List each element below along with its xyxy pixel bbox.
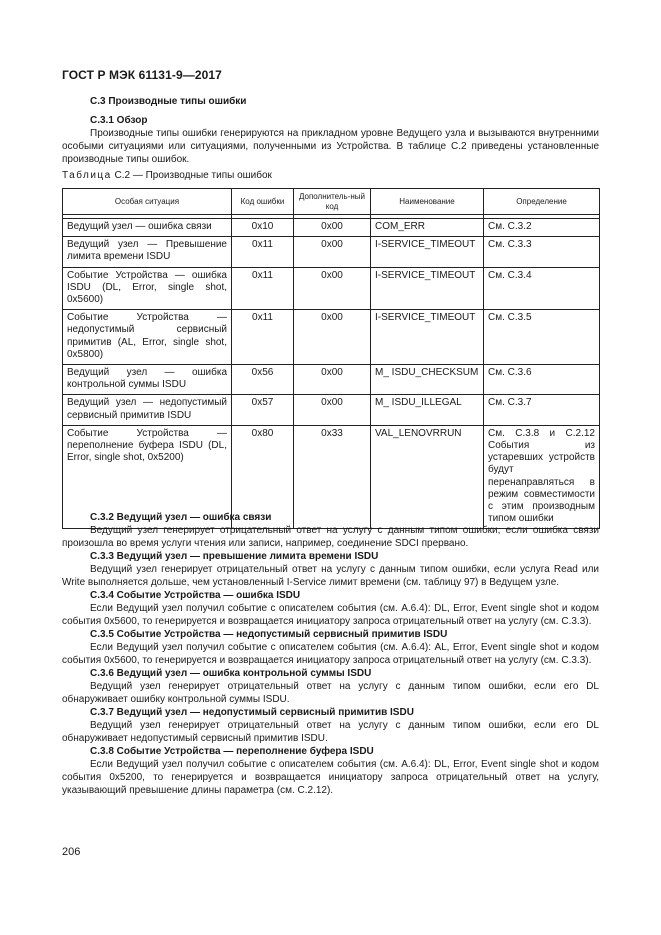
header-definition: Определение: [484, 189, 600, 215]
subsection-text: Ведущий узел генерирует отрицательный ответ на услугу с данным типом ошибки, если его DL обнаруживает недопустимый сервисный примитив ISDU.: [62, 720, 599, 744]
cell-situation: Событие Устройства — недопустимый сервисный примитив (AL, Error, single shot, 0x5800): [63, 310, 232, 365]
cell-situation: Ведущий узел — недопустимый сервисный примитив ISDU: [63, 395, 232, 425]
error-types-table: [62, 188, 600, 529]
cell-name: VAL_LENOVRRUN: [371, 425, 484, 529]
cell-name: I-SERVICE_TIMEOUT: [371, 267, 484, 310]
table-header-row: [63, 189, 600, 215]
header-situation: Особая ситуация: [63, 189, 232, 215]
table-row: [63, 395, 600, 425]
cell-additional: 0x00: [294, 365, 371, 395]
table-row: [63, 237, 600, 267]
cell-code: 0x10: [232, 219, 294, 237]
cell-additional: 0x00: [294, 310, 371, 365]
cell-additional: 0x33: [294, 425, 371, 529]
subsections: [62, 511, 599, 797]
cell-code: 0x11: [232, 310, 294, 365]
table-caption: [62, 170, 272, 181]
cell-definition: См. С.3.7: [484, 395, 600, 425]
subsection-title: С.3.3 Ведущий узел — превышение лимита времени ISDU: [90, 551, 379, 562]
subsection-text: Если Ведущий узел получил событие с описателем события (см. А.6.4): AL, Error, Event single shot и кодом события 0x5600, то генерируется и возвращается инициатору запроса отрицательный ответ на услугу (см. С.3.3).: [62, 642, 599, 666]
subsection-text: Ведущий узел генерирует отрицательный ответ на услугу с данным типом ошибки, если ошибка связи произошла во время услуги чтения или записи, например, соединение SDCI прервано.: [62, 525, 599, 549]
cell-name: I-SERVICE_TIMEOUT: [371, 237, 484, 267]
subsection-text: Если Ведущий узел получил событие с описателем события (см. А.6.4): DL, Error, Event single shot и кодом события 0x5600, то генерируется и возвращается инициатору запроса отрицательный ответ на услугу (см. С.3.3).: [62, 603, 599, 627]
cell-situation: Событие Устройства — ошибка ISDU (DL, Error, single shot, 0x5600): [63, 267, 232, 310]
subsection-title: С.3.8 Событие Устройства — переполнение буфера ISDU: [90, 746, 374, 757]
cell-code: 0x57: [232, 395, 294, 425]
cell-additional: 0x00: [294, 395, 371, 425]
cell-name: COM_ERR: [371, 219, 484, 237]
cell-definition: См. С.3.2: [484, 219, 600, 237]
cell-situation: Ведущий узел — ошибка контрольной суммы ISDU: [63, 365, 232, 395]
table-row: [63, 219, 600, 237]
cell-name: I-SERVICE_TIMEOUT: [371, 310, 484, 365]
cell-code: 0x11: [232, 237, 294, 267]
table-row: [63, 310, 600, 365]
section-intro: [62, 95, 599, 166]
cell-name: M_ ISDU_ILLEGAL: [371, 395, 484, 425]
table-caption-prefix: Таблица: [62, 170, 112, 181]
overview-text: Производные типы ошибки генерируются на прикладном уровне Ведущего узла и вызываются внутренними особыми ситуациями или ситуациями, полученными из Устройства. В таблице С.2 приведены установленные производные типы ошибок.: [62, 128, 599, 165]
subsection-text: Ведущий узел генерирует отрицательный ответ на услугу с данным типом ошибки, если услуга Read или Write выполняется дольше, чем установленный I-Service лимит времени (см. таблицу 97) в Ведущем узле.: [62, 564, 599, 588]
cell-definition: См. С.3.3: [484, 237, 600, 267]
overview-title: С.3.1 Обзор: [90, 115, 148, 126]
cell-situation: Ведущий узел — ошибка связи: [63, 219, 232, 237]
subsection-title: С.3.2 Ведущий узел — ошибка связи: [90, 512, 272, 523]
cell-additional: 0x00: [294, 237, 371, 267]
header-code: Код ошибки: [232, 189, 294, 215]
table-row: [63, 267, 600, 310]
cell-definition: См. С.3.4: [484, 267, 600, 310]
cell-definition: См. С.3.8 и С.2.12 События из устаревших устройств будут перенаправляться в режим совместимости с этим производным типом ошибки: [484, 425, 600, 529]
header-name: Наименование: [371, 189, 484, 215]
page-number: 206: [62, 846, 81, 858]
subsection-text: Ведущий узел генерирует отрицательный ответ на услугу с данным типом ошибки, если его DL обнаруживает ошибку контрольной суммы ISDU.: [62, 681, 599, 705]
header-additional: Дополнитель-ный код: [294, 189, 371, 215]
subsection-title: С.3.4 Событие Устройства — ошибка ISDU: [90, 590, 301, 601]
section-title: С.3 Производные типы ошибки: [90, 96, 247, 107]
subsection-title: С.3.7 Ведущий узел — недопустимый сервисный примитив ISDU: [90, 707, 414, 718]
cell-situation: Ведущий узел — Превышение лимита времени ISDU: [63, 237, 232, 267]
cell-additional: 0x00: [294, 267, 371, 310]
subsection-text: Если Ведущий узел получил событие с описателем события (см. А.6.4): DL, Error, Event single shot и кодом события 0x5200, то генерируется и возвращается инициатору запроса отрицательный ответ на услугу, указывающий превышение длины параметра (см. С.2.12).: [62, 759, 599, 796]
cell-definition: См. С.3.5: [484, 310, 600, 365]
cell-code: 0x80: [232, 425, 294, 529]
table-row: [63, 365, 600, 395]
cell-code: 0x56: [232, 365, 294, 395]
subsection-title: С.3.6 Ведущий узел — ошибка контрольной суммы ISDU: [90, 668, 372, 679]
cell-code: 0x11: [232, 267, 294, 310]
cell-situation: Событие Устройства — переполнение буфера ISDU (DL, Error, single shot, 0x5200): [63, 425, 232, 529]
document-header: ГОСТ Р МЭК 61131-9—2017: [62, 68, 222, 82]
cell-additional: 0x00: [294, 219, 371, 237]
cell-name: M_ ISDU_CHECKSUM: [371, 365, 484, 395]
table-caption-text: С.2 — Производные типы ошибок: [111, 170, 272, 181]
subsection-title: С.3.5 Событие Устройства — недопустимый сервисный примитив ISDU: [90, 629, 448, 640]
cell-definition: См. С.3.6: [484, 365, 600, 395]
